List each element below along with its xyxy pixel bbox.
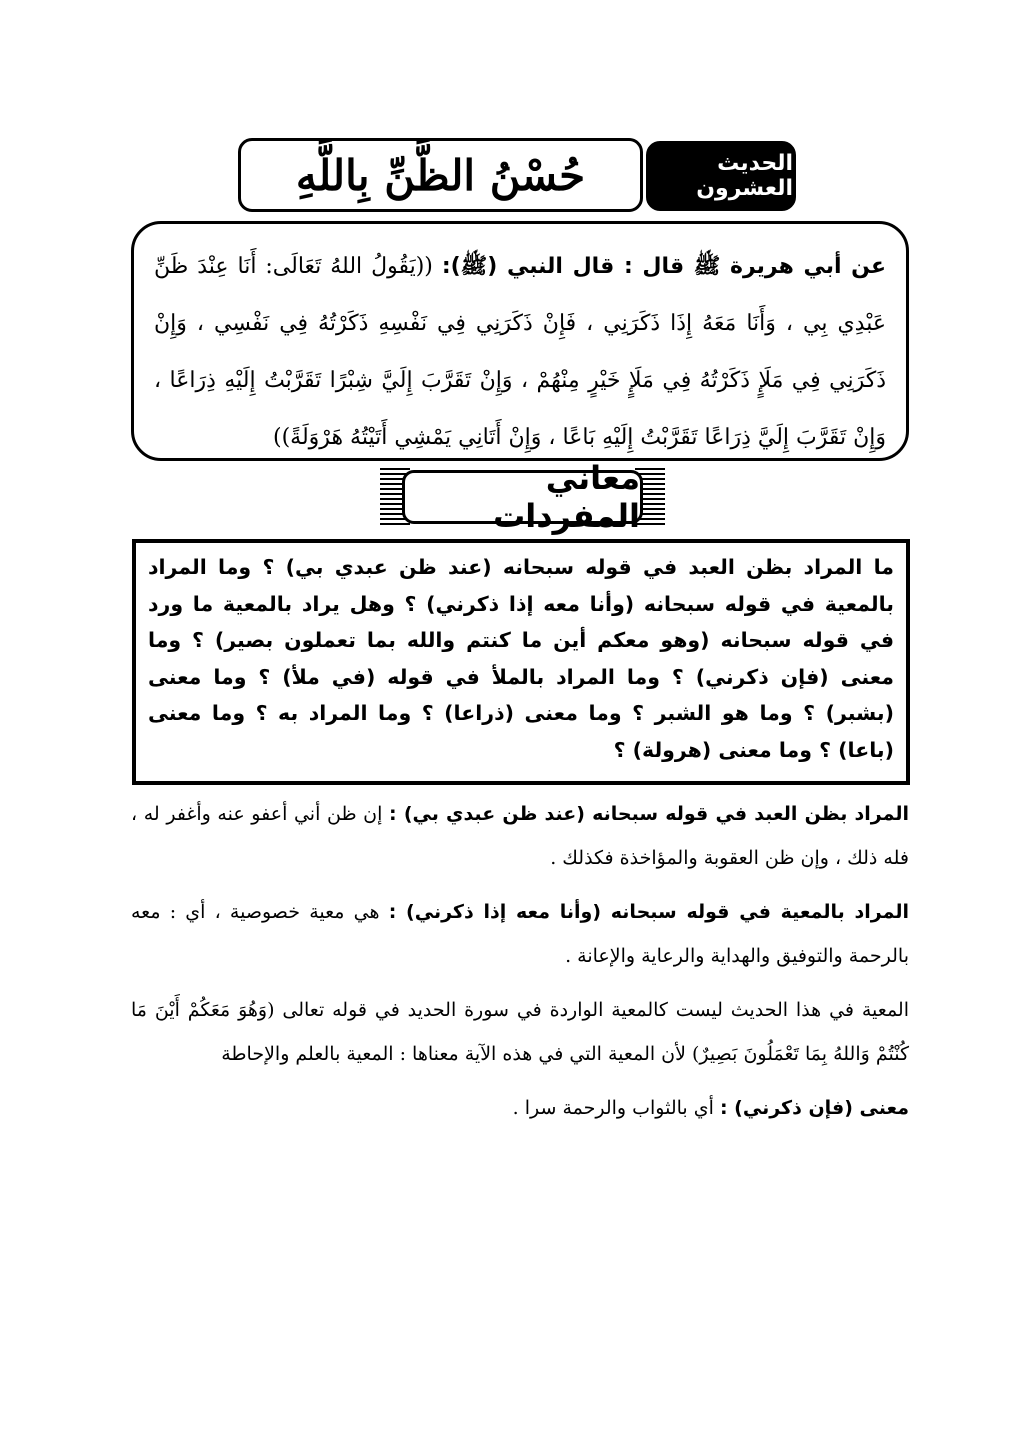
page-title: حُسْنُ الظَّنِّ بِاللَّهِ: [238, 138, 643, 212]
hadith-text-box: [131, 221, 909, 461]
explanation-paragraph: [131, 988, 909, 1076]
explanation-paragraph: [131, 890, 909, 978]
hadith-number-tag: الحديث العشرون: [646, 141, 796, 211]
section-heading: [380, 459, 665, 535]
explanation-paragraph: [131, 792, 909, 880]
vocabulary-questions-box: ما المراد بظن العبد في قوله سبحانه (عند ظن عبدي بي) ؟ وما المراد بالمعية في قوله سبحانه (وأنا معه إذا ذكرني) ؟ وهل يراد بالمعية ما ورد في قوله سبحانه (وهو معكم أين ما كنتم والله بما تعملون بصير) ؟ وما معنى (فإن ذكرني) ؟ وما المراد بالملأ في قوله (في ملأ) ؟ وما معنى (بشبر) ؟ وما هو الشبر ؟ وما معنى (ذراعا) ؟ وما المراد به ؟ وما معنى (باعا) ؟ وما معنى (هرولة) ؟: [132, 539, 910, 785]
paragraph-heading: المراد بظن العبد في قوله سبحانه (عند ظن عبدي بي) :: [389, 803, 909, 825]
hadith-text: ((يَقُولُ اللهُ تَعَالَى: أَنَا عِنْدَ ظَنِّ عَبْدِي بِي ، وَأَنَا مَعَهُ إِذَا ذَكَرَنِي ، فَإِنْ ذَكَرَنِي فِي نَفْسِهِ ذَكَرْتُهُ فِي نَفْسِي ، وَإِنْ ذَكَرَنِي فِي مَلَإٍ ذَكَرْتُهُ فِي مَلَإٍ خَيْرٍ مِنْهُمْ ، وَإِنْ تَقَرَّبَ إِلَيَّ شِبْرًا تَقَرَّبْتُ إِلَيْهِ ذِرَاعًا ، وَإِنْ تَقَرَّبَ إِلَيَّ ذِرَاعًا تَقَرَّبْتُ إِلَيْهِ بَاعًا ، وَإِنْ أَتَانِي يَمْشِي أَتَيْتُهُ هَرْوَلَةً)): [154, 254, 886, 450]
paragraph-text: المعية في هذا الحديث ليست كالمعية الواردة في سورة الحديد في قوله تعالى (وَهُوَ مَعَكُمْ أَيْنَ مَا كُنْتُمْ وَاللهُ بِمَا تَعْمَلُونَ بَصِيرٌ) لأن المعية التي في هذه الآية معناها : المعية بالعلم والإحاطة: [131, 999, 909, 1065]
section-title: معاني المفردات: [402, 470, 643, 524]
paragraph-text: أي بالثواب والرحمة سرا .: [512, 1097, 720, 1119]
title-banner: [238, 138, 798, 218]
paragraph-text: هي معية خصوصية ، أي : معه بالرحمة والتوفيق والهداية والرعاية والإعانة .: [131, 901, 909, 967]
explanation-body: [131, 792, 909, 1140]
hadith-narrator: عن أبي هريرة ﷺ قال : قال النبي (ﷺ):: [441, 254, 886, 279]
explanation-paragraph: [131, 1086, 909, 1130]
paragraph-heading: المراد بالمعية في قوله سبحانه (وأنا معه إذا ذكرني) :: [388, 901, 910, 923]
paragraph-heading: معنى (فإن ذكرني) :: [719, 1097, 909, 1119]
paragraph-text: إن ظن أني أعفو عنه وأغفر له ، فله ذلك ، وإن ظن العقوبة والمؤاخذة فكذلك .: [131, 803, 909, 869]
